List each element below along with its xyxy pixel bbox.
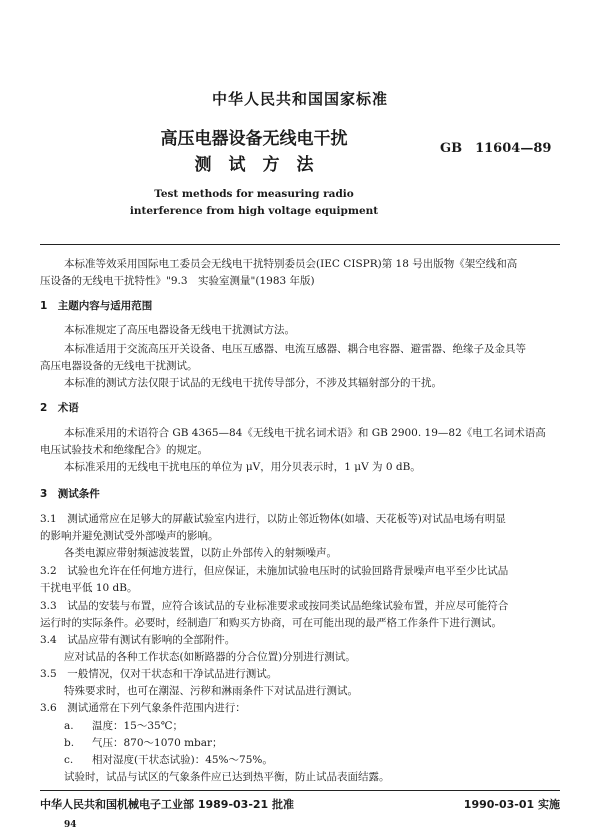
- clause-3-3-line1: 3.3 试品的安装与布置，应符合该试品的专业标准要求或按同类试品绝缘试验布置，并应尽可能符合: [40, 600, 509, 612]
- clause-3-3-line2: 运行时的实际条件。必要时，经制造厂和购买方协商，可在可能出现的最严格工作条件下进行测试。: [40, 617, 502, 629]
- english-title-line1: Test methods for measuring radio: [154, 188, 354, 200]
- condition-item: [64, 720, 183, 733]
- section1-p3: 本标准的测试方法仅限于试品的无线电干扰传导部分，不涉及其辐射部分的干扰。: [64, 377, 442, 389]
- clause-3-4-line2: 应对试品的各种工作状态(如断路器的分合位置)分别进行测试。: [64, 651, 356, 663]
- intro-line2: 压设备的无线电干扰特性》"9.3 实验室测量"(1983 年版): [40, 275, 315, 287]
- clause-3-1-line1: 3.1 测试通常应在足够大的屏蔽试验室内进行，以防止邻近物体(如墙、天花板等)对试品电场有明显: [40, 513, 506, 525]
- english-title-line2: interference from high voltage equipment: [129, 205, 379, 217]
- footer-divider: [40, 790, 560, 791]
- effective-date: 1990-03-01 实施: [463, 798, 560, 811]
- section2-p1-line2: 电压试验技术和绝缘配合》的规定。: [40, 444, 208, 456]
- clause-3-5-line2: 特殊要求时，也可在潮湿、污秽和淋雨条件下对试品进行测试。: [64, 685, 358, 697]
- approval-line: 中华人民共和国机械电子工业部 1989-03-21 批准: [40, 798, 295, 811]
- section1-p2-line1: 本标准适用于交流高压开关设备、电压互感器、电流互感器、耦合电容器、避雷器、绝缘子及金具等: [64, 343, 526, 355]
- section2-p2: 本标准采用的无线电干扰电压的单位为 μV，用分贝表示时，1 μV 为 0 dB。: [64, 461, 421, 473]
- condition-label: c.: [64, 754, 74, 766]
- section1-p2-line2: 高压电器设备的无线电干扰测试。: [40, 360, 198, 372]
- standard-code: GB 11604—89: [440, 141, 552, 156]
- section2-heading: 2 术语: [40, 402, 79, 414]
- header-divider: [40, 244, 560, 245]
- condition-item: [64, 737, 223, 750]
- document-title-line1: 高压电器设备无线电干扰: [160, 129, 348, 149]
- condition-label: b.: [64, 737, 75, 749]
- clause-3-4-line1: 3.4 试品应带有测试有影响的全部附件。: [40, 634, 236, 646]
- clause-3-5-line1: 3.5 一般情况，仅对干状态和干净试品进行测试。: [40, 668, 278, 680]
- section2-p1-line1: 本标准采用的术语符合 GB 4365—84《无线电干扰名词术语》和 GB 2900. 19—82《电工名词术语高: [64, 427, 546, 439]
- clause-3-2-line1: 3.2 试验也允许在任何地方进行，但应保证，未施加试验电压时的试验回路背景噪声电平至少比试品: [40, 565, 509, 577]
- condition-text: 相对湿度(干状态试验)：45%～75%。: [92, 754, 273, 766]
- clause-3-1-line2: 的影响并避免测试受外部噪声的影响。: [40, 530, 219, 542]
- clause-3-6-tail: 试验时，试品与试区的气象条件应已达到热平衡，防止试品表面结露。: [64, 771, 390, 783]
- condition-item: [64, 754, 273, 767]
- document-title-line2: 测 试 方 法: [194, 155, 314, 175]
- clause-3-6-intro: 3.6 测试通常在下列气象条件范围内进行：: [40, 702, 246, 714]
- condition-label: a.: [64, 720, 74, 732]
- condition-text: 温度：15～35℃；: [92, 720, 183, 732]
- condition-text: 气压：870～1070 mbar；: [92, 737, 223, 749]
- section3-heading: 3 测试条件: [40, 488, 100, 500]
- national-standard-heading: 中华人民共和国国家标准: [211, 90, 388, 108]
- page-number: 94: [64, 820, 77, 830]
- section1-heading: 1 主题内容与适用范围: [40, 300, 153, 312]
- section1-p1: 本标准规定了高压电器设备无线电干扰测试方法。: [64, 324, 295, 336]
- intro-line1: 本标准等效采用国际电工委员会无线电干扰特别委员会(IEC CISPR)第 18 号出版物《架空线和高: [64, 258, 518, 270]
- clause-3-1-line3: 各类电源应带射频滤波装置，以防止外部传入的射频噪声。: [64, 547, 337, 559]
- clause-3-2-line2: 干扰电平低 10 dB。: [40, 582, 138, 594]
